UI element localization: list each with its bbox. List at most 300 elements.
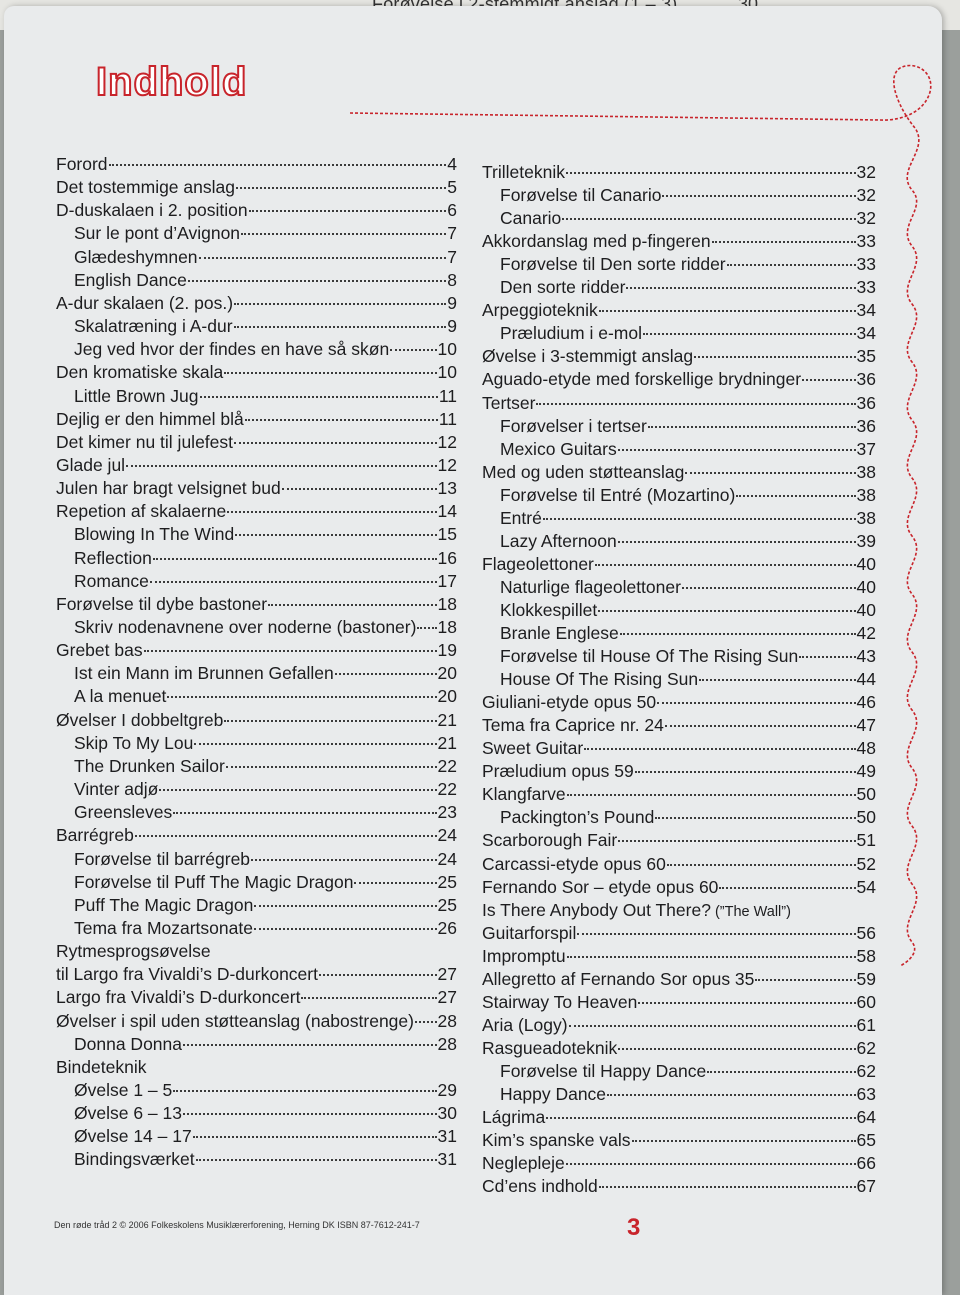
toc-entry-title: Vinter adjø xyxy=(74,779,159,800)
toc-leader-dots xyxy=(618,840,855,842)
toc-leader-dots xyxy=(736,495,855,497)
toc-entry-title: Tema fra Caprice nr. 24 xyxy=(482,715,664,736)
toc-entry-page: 14 xyxy=(437,501,457,522)
toc-leader-dots xyxy=(562,218,855,220)
toc-entry-page: 58 xyxy=(856,945,876,966)
toc-entry-title: Akkordanslag med p-fingeren xyxy=(482,231,711,252)
toc-entry-title: Skip To My Lou xyxy=(74,732,194,753)
toc-entry-title: Greensleves xyxy=(74,802,173,823)
toc-entry xyxy=(74,801,457,823)
toc-leader-dots xyxy=(546,1117,855,1119)
toc-entry xyxy=(56,477,457,499)
toc-entry xyxy=(482,230,876,252)
toc-entry-title: Lazy Afternoon xyxy=(500,530,617,551)
toc-leader-dots xyxy=(235,534,436,536)
toc-entry-page: 66 xyxy=(856,1153,876,1174)
toc-leader-dots xyxy=(569,1025,856,1027)
toc-entry-page: 33 xyxy=(856,254,876,275)
toc-entry-title: Forøvelse til Entré (Mozartino) xyxy=(500,484,736,505)
toc-entry xyxy=(74,570,457,592)
toc-entry-title: Øvelse 14 – 17 xyxy=(74,1126,192,1147)
toc-entry-page: 4 xyxy=(447,154,457,174)
toc-entry xyxy=(482,945,876,967)
toc-entry xyxy=(74,1033,457,1055)
toc-entry-page: 34 xyxy=(856,323,876,344)
toc-entry xyxy=(482,1129,876,1151)
toc-entry xyxy=(500,599,876,621)
toc-entry-page: 42 xyxy=(856,623,876,643)
toc-entry-page: 27 xyxy=(437,987,457,1008)
toc-entry xyxy=(500,276,876,298)
toc-entry xyxy=(482,853,876,875)
toc-entry-title: Øvelse 6 – 13 xyxy=(74,1103,182,1124)
toc-entry-page: 32 xyxy=(856,185,876,206)
toc-entry xyxy=(500,207,876,229)
toc-leader-dots xyxy=(194,743,436,745)
toc-entry xyxy=(482,714,876,736)
toc-entry xyxy=(56,709,457,731)
toc-entry xyxy=(74,315,457,337)
toc-leader-dots xyxy=(643,333,856,335)
toc-entry xyxy=(482,392,876,414)
toc-leader-dots xyxy=(662,195,855,197)
toc-entry xyxy=(56,454,457,476)
toc-entry-title: The Drunken Sailor xyxy=(74,755,225,776)
toc-entry-page: 30 xyxy=(437,1103,457,1124)
toc-entry-title: Donna Donna xyxy=(74,1033,182,1054)
toc-leader-dots xyxy=(183,1113,437,1115)
toc-entry xyxy=(74,917,457,939)
toc-entry-page: 21 xyxy=(437,732,457,753)
toc-leader-dots xyxy=(595,564,856,566)
toc-entry-title: Sur le pont d’Avignon xyxy=(74,223,241,244)
toc-entry-page: 8 xyxy=(447,269,457,290)
toc-entry-title: Rasgueadoteknik xyxy=(482,1037,618,1058)
toc-entry-page: 62 xyxy=(856,1037,876,1058)
toc-entry-page: 27 xyxy=(437,964,457,985)
toc-leader-dots xyxy=(719,887,855,889)
toc-entry xyxy=(482,345,876,367)
toc-leader-dots xyxy=(712,241,856,243)
toc-leader-dots xyxy=(224,372,436,374)
toc-entry xyxy=(74,1148,457,1170)
toc-entry-page: 20 xyxy=(437,663,457,684)
toc-entry xyxy=(482,737,876,759)
toc-entry-title: Forøvelse til Puff The Magic Dragon xyxy=(74,871,354,892)
toc-entry-title: Bindingsværket xyxy=(74,1149,195,1170)
toc-entry-page: 25 xyxy=(437,871,457,892)
toc-entry xyxy=(500,184,876,206)
toc-entry-page: 7 xyxy=(447,246,457,267)
toc-entry-title: A-dur skalaen (2. pos.) xyxy=(56,292,234,313)
toc-entry-title: Øvelser i spil uden støtteanslag (nabostrenge) xyxy=(56,1010,414,1031)
toc-entry-page: 32 xyxy=(856,162,876,182)
toc-leader-dots xyxy=(755,979,855,981)
toc-entry xyxy=(482,553,876,575)
toc-entry-page: 51 xyxy=(856,830,876,851)
toc-entry xyxy=(74,662,457,684)
toc-entry xyxy=(74,1125,457,1147)
toc-entry-title: Skalatræning i A-dur xyxy=(74,316,233,337)
toc-leader-dots xyxy=(620,633,856,635)
toc-entry-page: 12 xyxy=(437,454,457,475)
toc-leader-dots xyxy=(618,449,856,451)
toc-entry xyxy=(482,299,876,321)
toc-leader-dots xyxy=(301,997,436,999)
toc-leader-dots xyxy=(159,789,436,791)
toc-entry-title: D-duskalaen i 2. position xyxy=(56,200,248,221)
toc-entry-page: 38 xyxy=(856,507,876,528)
toc-entry-page: 63 xyxy=(856,1084,876,1104)
toc-leader-dots xyxy=(241,233,446,235)
toc-entry-page: 7 xyxy=(447,223,457,244)
toc-leader-dots xyxy=(188,280,446,282)
toc-entry xyxy=(74,246,457,268)
toc-entry-page: 35 xyxy=(856,346,876,367)
toc-entry xyxy=(56,963,457,985)
toc-entry-page: 31 xyxy=(437,1149,457,1170)
toc-entry xyxy=(74,755,457,777)
toc-entry xyxy=(56,199,457,221)
toc-leader-dots xyxy=(282,488,437,490)
toc-entry-title: Packington’s Pound xyxy=(500,807,655,828)
toc-leader-dots xyxy=(667,864,856,866)
toc-entry xyxy=(74,269,457,291)
toc-entry-page: 11 xyxy=(438,385,457,406)
toc-leader-dots xyxy=(635,771,856,773)
toc-entry-title: English Dance xyxy=(74,269,187,290)
toc-leader-dots xyxy=(707,1071,855,1073)
toc-entry xyxy=(500,806,876,828)
toc-entry-page: 49 xyxy=(856,761,876,782)
toc-entry-page: 52 xyxy=(856,853,876,874)
toc-leader-dots xyxy=(417,627,436,629)
toc-leader-dots xyxy=(599,1186,856,1188)
toc-entry xyxy=(74,523,457,545)
toc-entry xyxy=(500,668,876,690)
toc-entry-page: 40 xyxy=(856,576,876,597)
toc-leader-dots xyxy=(183,1044,437,1046)
toc-leader-dots xyxy=(648,426,856,428)
toc-entry xyxy=(482,1014,876,1036)
toc-entry-page: 50 xyxy=(856,784,876,805)
toc-leader-dots xyxy=(196,1159,437,1161)
toc-entry-page: 36 xyxy=(856,392,876,413)
toc-entry-page: 36 xyxy=(856,415,876,436)
toc-entry xyxy=(74,778,457,800)
toc-entry xyxy=(500,576,876,598)
toc-entry xyxy=(482,368,876,390)
toc-entry-page: 33 xyxy=(856,231,876,252)
toc-entry xyxy=(482,922,876,944)
toc-entry-title: Blowing In The Wind xyxy=(74,524,235,545)
toc-entry-title: Julen har bragt velsignet bud xyxy=(56,478,281,499)
toc-entry-title: Bindeteknik xyxy=(56,1056,147,1077)
toc-entry-title: Is There Anybody Out There? xyxy=(482,899,711,920)
toc-leader-dots xyxy=(245,419,438,421)
toc-entry-title: Cd’ens indhold xyxy=(482,1176,598,1197)
toc-entry xyxy=(482,691,876,713)
toc-entry-page: 6 xyxy=(447,200,457,221)
toc-entry xyxy=(482,1037,876,1059)
toc-entry-title: Det tostemmige anslag xyxy=(56,177,235,198)
toc-entry-title: Grebet bas xyxy=(56,640,143,661)
toc-entry xyxy=(56,639,457,661)
toc-entry-page: 47 xyxy=(856,715,876,736)
toc-entry-title: Øvelse 1 – 5 xyxy=(74,1080,173,1100)
toc-entry-title: Naturlige flageolettoner xyxy=(500,576,681,597)
toc-leader-dots xyxy=(167,696,436,698)
toc-entry-page: 5 xyxy=(447,177,457,198)
toc-entry xyxy=(74,338,457,360)
toc-entry-page: 26 xyxy=(437,917,457,938)
toc-leader-dots xyxy=(226,766,437,768)
toc-entry-title: Little Brown Jug xyxy=(74,385,199,406)
toc-entry-page: 24 xyxy=(437,825,457,846)
toc-entry xyxy=(500,1083,876,1105)
toc-entry-title: Barrégreb xyxy=(56,825,134,846)
toc-entry xyxy=(74,385,457,407)
toc-entry xyxy=(482,829,876,851)
toc-leader-dots xyxy=(390,349,436,351)
toc-entry-title: Mexico Guitars xyxy=(500,438,617,459)
toc-entry-title: Aguado-etyde med forskellige brydninger xyxy=(482,369,802,390)
toc-leader-dots xyxy=(727,264,856,266)
toc-entry xyxy=(74,547,457,569)
toc-entry xyxy=(500,415,876,437)
toc-leader-dots xyxy=(254,928,437,930)
toc-entry-title: Canario xyxy=(500,208,562,229)
toc-entry-title: Lágrima xyxy=(482,1107,546,1128)
toc-entry-page: 15 xyxy=(437,524,457,545)
toc-entry-page: 40 xyxy=(856,553,876,574)
toc-entry xyxy=(482,991,876,1013)
toc-entry xyxy=(500,530,876,552)
toc-entry xyxy=(74,616,457,638)
toc-entry xyxy=(482,760,876,782)
toc-entry xyxy=(74,222,457,244)
toc-leader-dots xyxy=(234,326,447,328)
toc-entry-title: Skriv nodenavnene over noderne (bastoner) xyxy=(74,617,417,637)
toc-entry-title: Øvelser I dobbeltgreb xyxy=(56,709,224,730)
toc-leader-dots xyxy=(694,356,855,358)
toc-leader-dots xyxy=(577,933,855,935)
toc-entry-page: 60 xyxy=(856,991,876,1012)
toc-entry-title: Præludium i e-mol xyxy=(500,323,642,344)
toc-entry xyxy=(74,685,457,707)
toc-leader-dots xyxy=(607,1094,855,1096)
toc-entry-title: Arpeggioteknik xyxy=(482,300,598,321)
toc-entry-title: Flageolettoner xyxy=(482,553,594,574)
toc-leader-dots xyxy=(699,679,855,681)
toc-entry xyxy=(56,986,457,1008)
toc-entry-title: Klokkespillet xyxy=(500,599,598,620)
toc-entry-title: Guitarforspil xyxy=(482,922,577,943)
toc-entry-page: 67 xyxy=(856,1176,876,1197)
toc-entry-page: 54 xyxy=(856,876,876,897)
toc-entry-title: Romance xyxy=(74,570,149,591)
toc-entry-page: 34 xyxy=(856,300,876,321)
toc-leader-dots xyxy=(536,403,855,405)
toc-leader-dots xyxy=(567,956,856,958)
toc-entry-note: (”The Wall”) xyxy=(714,903,791,920)
toc-entry xyxy=(500,438,876,460)
toc-entry-page: 23 xyxy=(437,802,457,823)
toc-entry-title: Med og uden støtteanslag xyxy=(482,461,685,482)
toc-leader-dots xyxy=(173,812,436,814)
toc-entry-title: Neglepleje xyxy=(482,1153,565,1174)
toc-entry-page: 33 xyxy=(856,277,876,298)
toc-entry-title: Glade jul xyxy=(56,454,126,475)
toc-entry-page: 16 xyxy=(437,547,457,568)
toc-leader-dots xyxy=(251,859,436,861)
toc-entry-page: 59 xyxy=(856,968,876,989)
toc-leader-dots xyxy=(135,835,437,837)
toc-entry-title: Reflection xyxy=(74,547,152,568)
toc-entry-page: 39 xyxy=(856,530,876,551)
toc-entry-page: 18 xyxy=(437,593,457,614)
toc-entry-title: Aria (Logy) xyxy=(482,1014,568,1035)
toc-entry xyxy=(482,1106,876,1128)
toc-leader-dots xyxy=(199,257,447,259)
toc-leader-dots xyxy=(599,310,856,312)
toc-entry-page: 13 xyxy=(437,478,457,499)
toc-leader-dots xyxy=(144,650,437,652)
toc-entry-page: 38 xyxy=(856,461,876,482)
toc-entry-page: 37 xyxy=(856,438,876,459)
toc-entry-page: 50 xyxy=(856,807,876,828)
toc-entry xyxy=(56,1010,457,1032)
toc-leader-dots xyxy=(598,610,855,612)
toc-entry-title: Allegretto af Fernando Sor opus 35 xyxy=(482,968,755,989)
toc-entry-page: 10 xyxy=(437,362,457,383)
toc-entry-title: Giuliani-etyde opus 50 xyxy=(482,692,657,713)
toc-entry-title: Scarborough Fair xyxy=(482,830,618,851)
toc-entry-page: 36 xyxy=(856,369,876,390)
toc-leader-dots xyxy=(682,587,856,589)
toc-leader-dots xyxy=(109,164,447,166)
toc-entry-page: 40 xyxy=(856,599,876,620)
toc-entry xyxy=(56,176,457,198)
toc-entry-page: 56 xyxy=(856,922,876,943)
toc-entry xyxy=(482,876,876,898)
toc-entry-title: Præludium opus 59 xyxy=(482,761,634,782)
toc-leader-dots xyxy=(173,1090,436,1092)
toc-leader-dots xyxy=(543,518,856,520)
toc-entry-title: Forord xyxy=(56,154,108,174)
toc-entry-page: 21 xyxy=(437,709,457,730)
toc-entry-title: Fernando Sor – etyde opus 60 xyxy=(482,876,719,897)
toc-entry-title: Den sorte ridder xyxy=(500,277,626,298)
toc-entry-page: 32 xyxy=(856,208,876,229)
toc-entry xyxy=(56,292,457,314)
toc-leader-dots xyxy=(335,673,437,675)
toc-entry xyxy=(482,899,876,923)
toc-entry-page: 11 xyxy=(438,408,457,429)
toc-entry-page: 64 xyxy=(856,1107,876,1128)
toc-leader-dots xyxy=(638,1002,855,1004)
toc-entry-title: Klangfarve xyxy=(482,784,566,805)
toc-leader-dots xyxy=(227,511,436,513)
toc-entry-page: 65 xyxy=(856,1130,876,1151)
toc-leader-dots xyxy=(566,1163,856,1165)
toc-entry-title: Stairway To Heaven xyxy=(482,991,638,1012)
toc-entry-title: Repetion af skalaerne xyxy=(56,501,227,522)
toc-entry-title: til Largo fra Vivaldi’s D-durkoncert xyxy=(56,964,318,985)
toc-entry-page: 22 xyxy=(437,779,457,800)
toc-leader-dots xyxy=(626,287,855,289)
toc-entry-page: 9 xyxy=(447,316,457,337)
toc-entry-title: Happy Dance xyxy=(500,1084,607,1104)
toc-entry xyxy=(500,645,876,667)
toc-entry-page: 44 xyxy=(856,669,876,690)
toc-leader-dots xyxy=(665,725,856,727)
toc-entry-page: 10 xyxy=(437,339,457,360)
toc-entry-title: Øvelse i 3-stemmigt anslag xyxy=(482,346,694,367)
toc-entry xyxy=(74,894,457,916)
toc-entry-title: Kim’s spanske vals xyxy=(482,1130,631,1151)
toc-entry xyxy=(74,1102,457,1124)
toc-entry xyxy=(56,431,457,453)
toc-leader-dots xyxy=(685,472,855,474)
toc-entry-page: 61 xyxy=(856,1014,876,1035)
toc-entry-title: Det kimer nu til julefest xyxy=(56,431,234,452)
toc-leader-dots xyxy=(193,1136,437,1138)
toc-entry-title: Forøvelse til barrégreb xyxy=(74,848,251,869)
toc-entry xyxy=(56,593,457,615)
toc-entry-page: 19 xyxy=(437,640,457,661)
toc-entry-title: Forøvelse til House Of The Rising Sun xyxy=(500,646,799,667)
toc-entry xyxy=(500,1060,876,1082)
toc-entry-page: 9 xyxy=(447,292,457,313)
toc-leader-dots xyxy=(567,794,856,796)
toc-leader-dots xyxy=(319,974,437,976)
page-number: 3 xyxy=(627,1214,641,1241)
toc-entry-page: 31 xyxy=(437,1126,457,1147)
toc-leader-dots xyxy=(618,541,856,543)
toc-entry xyxy=(56,824,457,846)
toc-entry-title: Forøvelse til Canario xyxy=(500,185,662,206)
toc-entry-page: 48 xyxy=(856,738,876,759)
toc-entry xyxy=(56,361,457,383)
toc-leader-dots xyxy=(249,210,447,212)
toc-entry xyxy=(482,161,876,183)
toc-leader-dots xyxy=(200,396,438,398)
copyright-footer: Den røde tråd 2 © 2006 Folkeskolens Musiklærerforening, Herning DK ISBN 87-7612-241-7 xyxy=(54,1220,420,1230)
toc-leader-dots xyxy=(799,656,855,658)
toc-entry xyxy=(500,322,876,344)
toc-entry-title: Tema fra Mozartsonate xyxy=(74,917,253,938)
toc-entry-title: Den kromatiske skala xyxy=(56,362,224,383)
toc-leader-dots xyxy=(234,303,446,305)
toc-leader-dots xyxy=(126,465,436,467)
toc-entry-page: 22 xyxy=(437,755,457,776)
toc-leader-dots xyxy=(618,1048,855,1050)
toc-leader-dots xyxy=(566,172,856,174)
toc-entry xyxy=(482,783,876,805)
toc-leader-dots xyxy=(236,187,446,189)
toc-entry-title: Impromptu xyxy=(482,945,566,966)
toc-entry xyxy=(500,507,876,529)
toc-entry-title: Tertser xyxy=(482,392,536,413)
toc-entry xyxy=(74,848,457,870)
toc-entry-page: 38 xyxy=(856,484,876,505)
toc-leader-dots xyxy=(354,882,436,884)
toc-entry-page: 18 xyxy=(437,617,457,637)
toc-entry-page: 17 xyxy=(437,570,457,591)
toc-entry-page: 43 xyxy=(856,646,876,667)
toc-entry xyxy=(500,484,876,506)
